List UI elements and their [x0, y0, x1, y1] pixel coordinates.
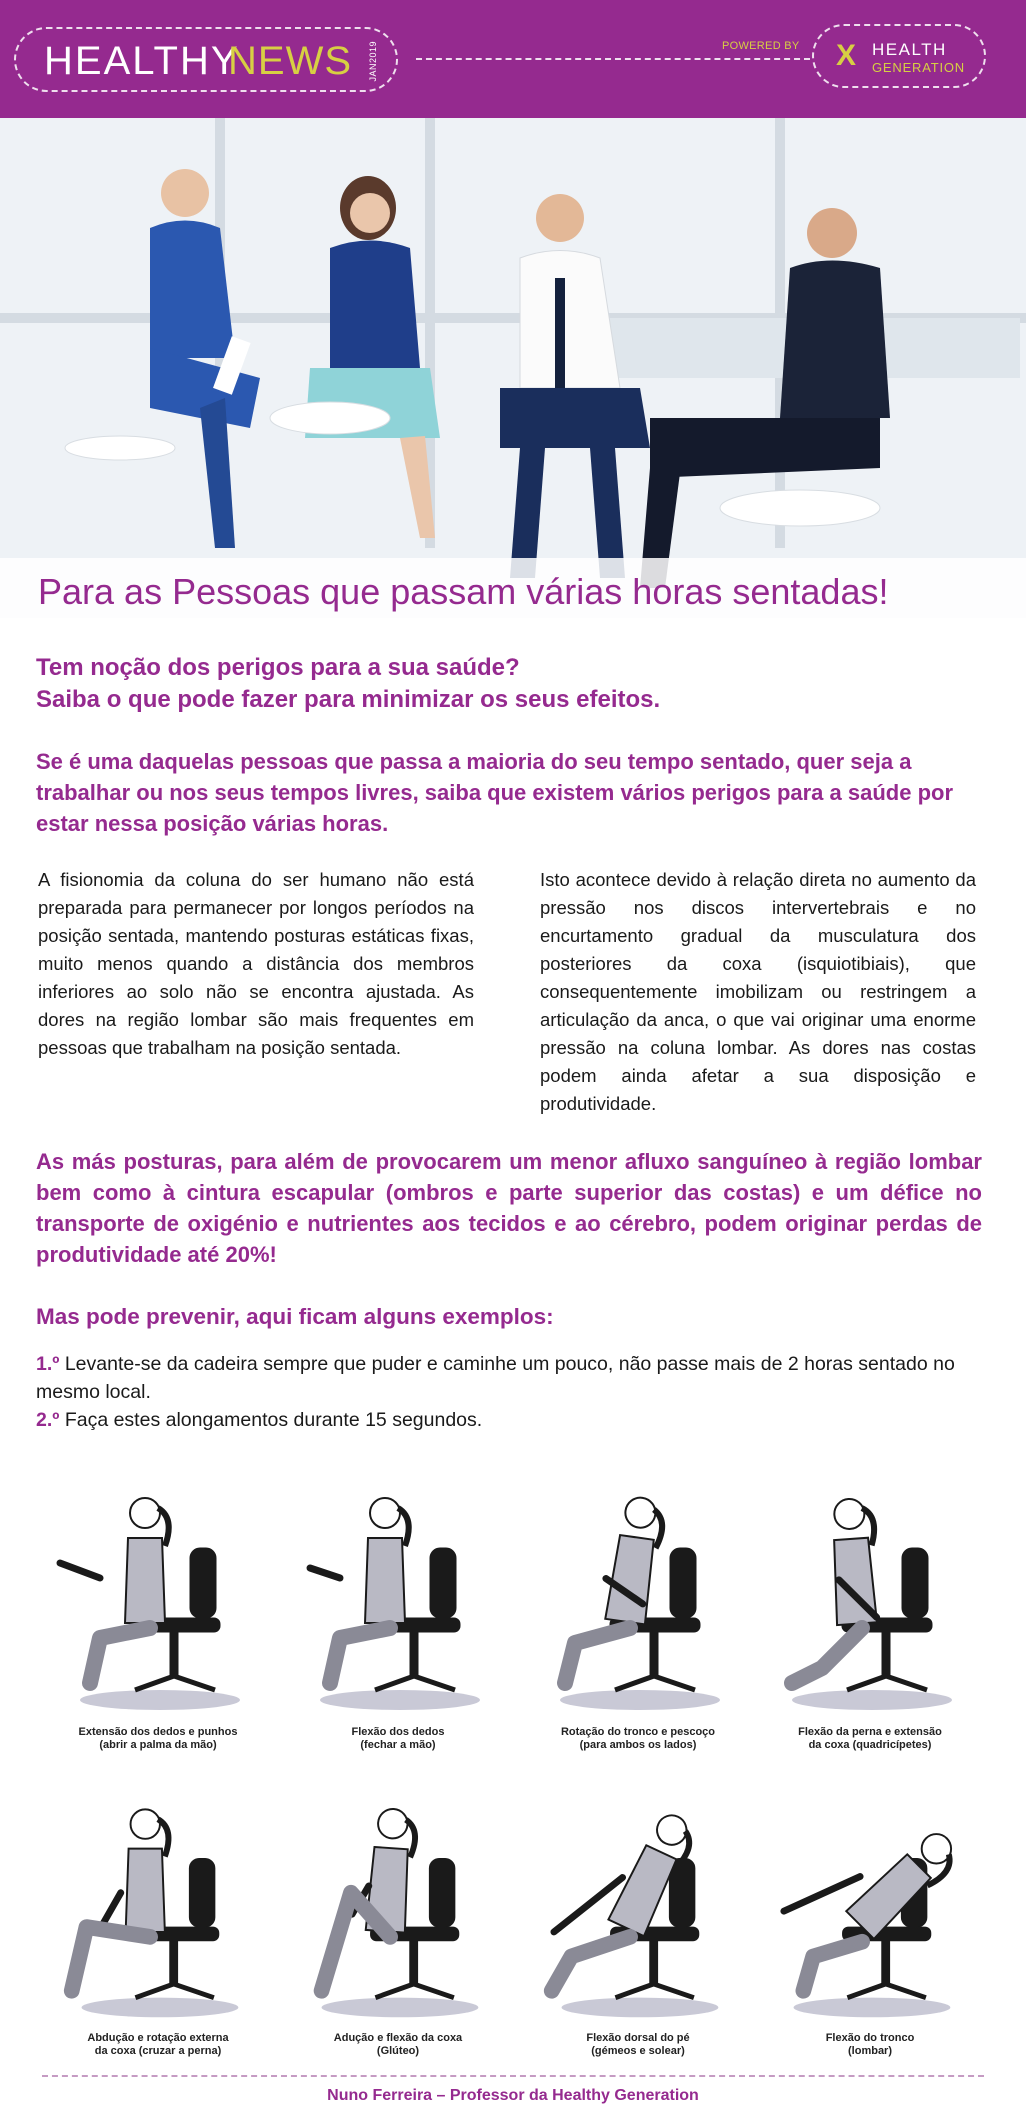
powered-by-label: POWERED BY	[722, 40, 800, 52]
partner-name-line1: HEALTH	[872, 40, 947, 59]
chair-back	[429, 1858, 454, 1927]
chair-stem	[170, 1632, 178, 1678]
header-divider	[416, 58, 810, 60]
torso	[608, 1844, 679, 1936]
exercise-caption	[40, 1726, 276, 1752]
caption-line1: Adução e flexão da coxa	[333, 2032, 463, 2044]
exercise-caption	[520, 2032, 756, 2058]
exercise-card	[40, 1780, 276, 2057]
logo-news-text: NEWS	[228, 39, 352, 83]
exercise-card	[520, 1780, 756, 2057]
logo-healthy-text: HEALTHY	[44, 39, 240, 83]
healthy-news-logo[interactable]	[14, 27, 398, 92]
floor-shadow	[562, 1998, 719, 2018]
floor-shadow	[80, 1690, 240, 1710]
caption-line1: Flexão dos dedos	[351, 1726, 445, 1738]
tip-number: 1.º	[36, 1353, 60, 1375]
tip-text: Faça estes alongamentos durante 15 segundos.	[64, 1409, 483, 1431]
office-meeting-illustration	[0, 118, 1026, 618]
stretch-figure-icon	[520, 1780, 756, 2030]
legs	[792, 1628, 862, 1683]
exercise-caption	[280, 1726, 516, 1752]
caption-line2: (fechar a mão)	[360, 1739, 436, 1751]
exercise-caption	[752, 2032, 988, 2058]
chair-base	[847, 1984, 925, 1998]
chair-stem	[882, 1632, 890, 1678]
list-item	[36, 1350, 996, 1406]
chair-back	[189, 1858, 214, 1927]
floor-shadow	[792, 1690, 952, 1710]
exercise-card	[520, 1468, 756, 1751]
caption-line2: da coxa (quadricípetes)	[808, 1739, 932, 1751]
tip-text: Levante-se da cadeira sempre que puder e caminhe um pouco, não passe mais de 2 horas sentado no mesmo local.	[36, 1353, 955, 1403]
issue-date: JAN2019	[368, 41, 378, 82]
footer-divider	[42, 2075, 984, 2077]
person-figure	[784, 1793, 963, 1972]
legs	[803, 1942, 862, 1991]
legs	[90, 1628, 150, 1683]
chair-base	[615, 1984, 693, 1998]
arms	[784, 1856, 860, 1932]
caption-line2: (gémeos e solear)	[591, 2045, 685, 2057]
exercise-caption	[520, 1726, 756, 1752]
list-item	[36, 1406, 996, 1434]
person-figure	[310, 1498, 409, 1623]
floor-shadow	[320, 1690, 480, 1710]
torso	[126, 1849, 165, 1932]
head	[652, 1811, 691, 1850]
torso	[125, 1538, 165, 1623]
chair-stem	[170, 1941, 178, 1986]
chair-stem	[410, 1941, 418, 1986]
chair-base	[375, 1984, 453, 1998]
body-column-left: A fisionomia da coluna do ser humano não está preparada para permanecer por longos períodos na posição sentada, mantendo posturas estáticas fixas, muito menos quando a distância dos membros inferiores ao solo não se encontra ajustada. As dores na região lombar são mais frequentes em pessoas que trabalham na posição sentada.	[38, 869, 474, 1058]
exercise-caption	[280, 2032, 516, 2058]
caption-line1: Flexão da perna e extensão	[798, 1726, 942, 1738]
subheadline-line1: Tem noção dos perigos para a sua saúde?	[36, 654, 520, 681]
caption-line2: (Glúteo)	[376, 2045, 420, 2057]
hero-photo	[0, 118, 1026, 618]
head	[833, 1498, 865, 1530]
floor-shadow	[82, 1998, 239, 2018]
chair-base	[135, 1984, 213, 1998]
body-column-right: Isto acontece devido à relação direta no aumento da pressão nos discos intervertebrais e no encurtamento gradual da musculatura dos posteriores da coxa (isquiotibiais), que consequentemente imobilizam ou restringem a articulação da anca, o que vai originar uma enorme pressão na coluna lombar. As dores nas costas podem ainda afetar a sua disposição e produtividade.	[540, 869, 976, 1114]
health-generation-logo[interactable]	[812, 24, 986, 88]
caption-line1: Rotação do tronco e pescoço	[560, 1726, 716, 1738]
caption-line2: (abrir a palma da mão)	[99, 1739, 217, 1751]
chair-stem	[650, 1632, 658, 1678]
caption-line1: Abdução e rotação externa	[87, 2032, 229, 2044]
person-figure	[60, 1498, 169, 1623]
callout-paragraph: As más posturas, para além de provocarem um menor afluxo sanguíneo à região lombar bem como à cintura escapular (ombros e parte superior das costas) e um défice no transporte de oxigénio e nutrientes aos tecidos e ao cérebro, podem originar perdas de produtividade até 20%!	[36, 1149, 982, 1267]
person-figure	[828, 1497, 880, 1625]
subheadline-line2: Saiba o que pode fazer para minimizar os seus efeitos.	[36, 686, 661, 713]
legs	[330, 1628, 390, 1683]
chair-base	[847, 1676, 927, 1690]
prevention-heading: Mas pode prevenir, aqui ficam alguns exemplos:	[36, 1304, 554, 1329]
exercise-caption	[40, 2032, 276, 2058]
chair-base	[615, 1676, 695, 1690]
newsletter-header	[0, 0, 1026, 118]
caption-line2: (lombar)	[848, 2045, 892, 2057]
person-figure	[101, 1809, 168, 1932]
chair-base	[135, 1676, 215, 1690]
stretch-figure-icon	[520, 1468, 756, 1723]
chair-back	[902, 1548, 928, 1618]
chair-stem	[410, 1632, 418, 1678]
caption-line1: Flexão do tronco	[825, 2032, 915, 2044]
stretch-figure-icon	[280, 1468, 516, 1723]
exercise-card	[280, 1780, 516, 2057]
caption-line1: Extensão dos dedos e punhos	[78, 1726, 238, 1738]
chair-base	[375, 1676, 455, 1690]
tips-list	[36, 1350, 996, 1434]
chair-back	[670, 1548, 696, 1618]
subheadline	[36, 652, 996, 716]
stretch-figure-icon	[280, 1780, 516, 2030]
exercise-caption	[752, 1726, 988, 1752]
head	[623, 1496, 657, 1530]
author-credit: Nuno Ferreira – Professor da Healthy Generation	[327, 2087, 699, 2104]
floor-shadow	[322, 1998, 479, 2018]
exercise-card	[752, 1468, 988, 1751]
stretch-figure-icon	[40, 1468, 276, 1723]
floor-shadow	[794, 1998, 951, 2018]
exercise-card	[752, 1780, 988, 2057]
head	[370, 1498, 400, 1528]
stretch-figure-icon	[752, 1468, 988, 1723]
arms	[60, 1563, 100, 1578]
chair-back	[190, 1548, 216, 1618]
partner-name-line2: GENERATION	[872, 60, 965, 75]
exercise-card	[280, 1468, 516, 1751]
chair-stem	[882, 1941, 890, 1986]
exercise-card	[40, 1468, 276, 1751]
stretch-figure-icon	[40, 1780, 276, 2030]
page-title: Para as Pessoas que passam várias horas sentadas!	[38, 571, 889, 612]
stretch-figure-icon	[752, 1780, 988, 2030]
caption-line2: (para ambos os lados)	[579, 1739, 697, 1751]
floor-shadow	[560, 1690, 720, 1710]
chair-back	[430, 1548, 456, 1618]
head	[130, 1498, 160, 1528]
head	[377, 1808, 408, 1839]
torso	[365, 1538, 405, 1623]
head	[131, 1809, 160, 1838]
legs	[565, 1628, 630, 1683]
caption-line2: da coxa (cruzar a perna)	[94, 2045, 222, 2057]
arms	[310, 1568, 340, 1578]
legs	[72, 1927, 150, 1991]
person-figure	[600, 1494, 666, 1625]
intro-paragraph: Se é uma daquelas pessoas que passa a maioria do seu tempo sentado, quer seja a trabalhar ou nos seus tempos livres, saiba que existem vários perigos para a saúde por estar nessa posição várias horas.	[36, 749, 954, 836]
caption-line1: Flexão dorsal do pé	[586, 2032, 690, 2044]
legs	[552, 1937, 630, 1991]
chair-stem	[650, 1941, 658, 1986]
tip-number: 2.º	[36, 1409, 60, 1431]
x-logo-icon: X	[836, 39, 857, 72]
